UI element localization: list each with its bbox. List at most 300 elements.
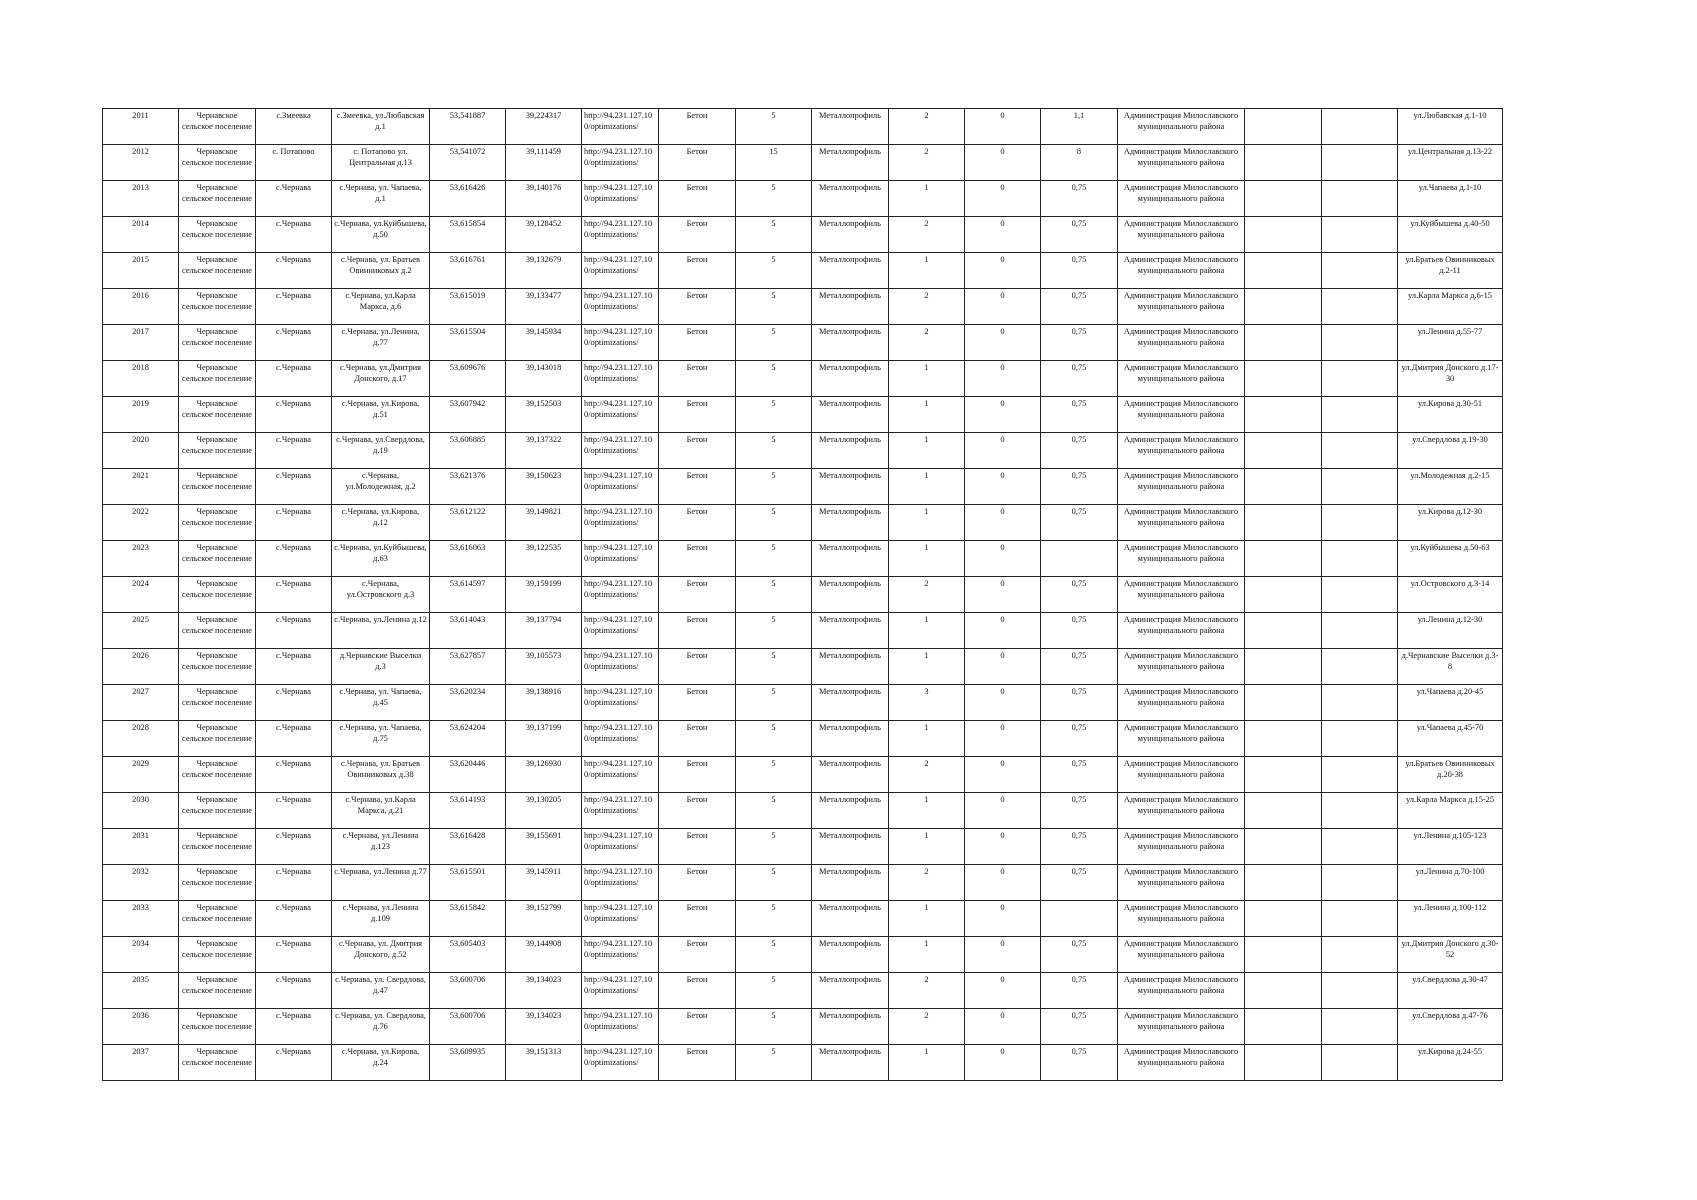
- settlement-cell: Чернавское сельское поселение: [179, 1045, 256, 1081]
- settlement-cell: Чернавское сельское поселение: [179, 1009, 256, 1045]
- locality-cell: с.Чернава: [256, 721, 332, 757]
- locality-cell: с.Чернава: [256, 973, 332, 1009]
- served-addresses-cell: ул.Ленина д.100-112: [1398, 901, 1503, 937]
- cover-material-cell: Металлопрофиль: [812, 325, 889, 361]
- empty-cell: [1245, 289, 1322, 325]
- owner-cell: Администрация Милославского муниципального района: [1118, 181, 1245, 217]
- cover-material-cell: Металлопрофиль: [812, 613, 889, 649]
- base-material-cell: Бетон: [659, 577, 736, 613]
- cover-material-cell: Металлопрофиль: [812, 181, 889, 217]
- empty-cell: [1322, 469, 1398, 505]
- map-link-cell: http://94.231.127.10 0/optimizations/: [582, 757, 659, 793]
- longitude-cell: 39,111459: [506, 145, 582, 181]
- longitude-cell: 39,134023: [506, 1009, 582, 1045]
- empty-cell: [1245, 253, 1322, 289]
- address-cell: с.Чернава, ул.Карла Маркса, д.6: [332, 289, 430, 325]
- area-cell: 5: [736, 397, 812, 433]
- secondary-count-cell: 0: [965, 505, 1041, 541]
- secondary-count-cell: 0: [965, 217, 1041, 253]
- cover-material-cell: Металлопрофиль: [812, 505, 889, 541]
- map-link-cell: http://94.231.127.10 0/optimizations/: [582, 577, 659, 613]
- address-cell: с.Чернава, ул. Чапаева, д.1: [332, 181, 430, 217]
- container-count-cell: 2: [889, 577, 965, 613]
- owner-cell: Администрация Милославского муниципального района: [1118, 217, 1245, 253]
- empty-cell: [1245, 721, 1322, 757]
- base-material-cell: Бетон: [659, 217, 736, 253]
- locality-cell: с.Чернава: [256, 577, 332, 613]
- container-count-cell: 3: [889, 685, 965, 721]
- address-cell: с.Чернава, ул. Дмитрия Донского, д.52: [332, 937, 430, 973]
- area-cell: 5: [736, 505, 812, 541]
- map-link-cell: http://94.231.127.10 0/optimizations/: [582, 865, 659, 901]
- empty-cell: [1322, 577, 1398, 613]
- owner-cell: Администрация Милославского муниципального района: [1118, 829, 1245, 865]
- secondary-count-cell: 0: [965, 685, 1041, 721]
- row-number-cell: 2034: [103, 937, 179, 973]
- longitude-cell: 39,144908: [506, 937, 582, 973]
- map-link-cell: http://94.231.127.10 0/optimizations/: [582, 1045, 659, 1081]
- container-volume-cell: 0,75: [1041, 505, 1118, 541]
- container-count-cell: 1: [889, 397, 965, 433]
- cover-material-cell: Металлопрофиль: [812, 865, 889, 901]
- row-number-cell: 2036: [103, 1009, 179, 1045]
- area-cell: 5: [736, 793, 812, 829]
- table-row: [103, 613, 1503, 649]
- container-count-cell: 2: [889, 757, 965, 793]
- served-addresses-cell: ул.Свердлова д.30-47: [1398, 973, 1503, 1009]
- container-count-cell: 1: [889, 721, 965, 757]
- row-number-cell: 2025: [103, 613, 179, 649]
- base-material-cell: Бетон: [659, 397, 736, 433]
- secondary-count-cell: 0: [965, 577, 1041, 613]
- cover-material-cell: Металлопрофиль: [812, 721, 889, 757]
- latitude-cell: 53,605403: [430, 937, 506, 973]
- longitude-cell: 39,134023: [506, 973, 582, 1009]
- table-row: [103, 217, 1503, 253]
- owner-cell: Администрация Милославского муниципального района: [1118, 793, 1245, 829]
- base-material-cell: Бетон: [659, 181, 736, 217]
- map-link-cell: http://94.231.127.10 0/optimizations/: [582, 793, 659, 829]
- table-row: [103, 361, 1503, 397]
- table-row: [103, 109, 1503, 145]
- longitude-cell: 39,151313: [506, 1045, 582, 1081]
- base-material-cell: Бетон: [659, 649, 736, 685]
- area-cell: 5: [736, 685, 812, 721]
- base-material-cell: Бетон: [659, 973, 736, 1009]
- latitude-cell: 53,612122: [430, 505, 506, 541]
- served-addresses-cell: ул.Карла Маркса д.6-15: [1398, 289, 1503, 325]
- container-volume-cell: 0,75: [1041, 937, 1118, 973]
- owner-cell: Администрация Милославского муниципального района: [1118, 901, 1245, 937]
- table-row: [103, 577, 1503, 613]
- secondary-count-cell: 0: [965, 469, 1041, 505]
- registry-table: [102, 108, 1503, 1081]
- empty-cell: [1322, 757, 1398, 793]
- secondary-count-cell: 0: [965, 541, 1041, 577]
- area-cell: 5: [736, 469, 812, 505]
- container-count-cell: 1: [889, 649, 965, 685]
- served-addresses-cell: ул.Карла Маркса д.15-25: [1398, 793, 1503, 829]
- table-row: [103, 145, 1503, 181]
- container-volume-cell: 0,75: [1041, 685, 1118, 721]
- cover-material-cell: Металлопрофиль: [812, 1009, 889, 1045]
- empty-cell: [1245, 217, 1322, 253]
- served-addresses-cell: ул.Кирова д.12-30: [1398, 505, 1503, 541]
- empty-cell: [1245, 505, 1322, 541]
- container-count-cell: 2: [889, 1009, 965, 1045]
- secondary-count-cell: 0: [965, 1009, 1041, 1045]
- row-number-cell: 2032: [103, 865, 179, 901]
- secondary-count-cell: 0: [965, 1045, 1041, 1081]
- container-count-cell: 2: [889, 109, 965, 145]
- owner-cell: Администрация Милославского муниципального района: [1118, 685, 1245, 721]
- row-number-cell: 2020: [103, 433, 179, 469]
- owner-cell: Администрация Милославского муниципального района: [1118, 649, 1245, 685]
- empty-cell: [1245, 685, 1322, 721]
- container-volume-cell: 0,75: [1041, 973, 1118, 1009]
- cover-material-cell: Металлопрофиль: [812, 793, 889, 829]
- served-addresses-cell: ул.Ленина д.70-100: [1398, 865, 1503, 901]
- owner-cell: Администрация Милославского муниципального района: [1118, 577, 1245, 613]
- empty-cell: [1245, 1009, 1322, 1045]
- empty-cell: [1322, 901, 1398, 937]
- area-cell: 5: [736, 973, 812, 1009]
- address-cell: с.Чернава, ул. Братьев Овинниковых д.2: [332, 253, 430, 289]
- empty-cell: [1245, 181, 1322, 217]
- row-number-cell: 2017: [103, 325, 179, 361]
- area-cell: 5: [736, 1009, 812, 1045]
- owner-cell: Администрация Милославского муниципального района: [1118, 1009, 1245, 1045]
- latitude-cell: 53,616428: [430, 829, 506, 865]
- owner-cell: Администрация Милославского муниципального района: [1118, 397, 1245, 433]
- container-count-cell: 2: [889, 145, 965, 181]
- base-material-cell: Бетон: [659, 613, 736, 649]
- secondary-count-cell: 0: [965, 181, 1041, 217]
- container-count-cell: 1: [889, 469, 965, 505]
- address-cell: с.Чернава, ул.Карла Маркса, д.21: [332, 793, 430, 829]
- empty-cell: [1322, 649, 1398, 685]
- empty-cell: [1322, 793, 1398, 829]
- row-number-cell: 2027: [103, 685, 179, 721]
- row-number-cell: 2037: [103, 1045, 179, 1081]
- empty-cell: [1322, 145, 1398, 181]
- area-cell: 5: [736, 181, 812, 217]
- secondary-count-cell: 0: [965, 145, 1041, 181]
- owner-cell: Администрация Милославского муниципального района: [1118, 469, 1245, 505]
- locality-cell: с.Чернава: [256, 829, 332, 865]
- base-material-cell: Бетон: [659, 505, 736, 541]
- locality-cell: с.Чернава: [256, 685, 332, 721]
- cover-material-cell: Металлопрофиль: [812, 577, 889, 613]
- container-volume-cell: 0,75: [1041, 433, 1118, 469]
- area-cell: 5: [736, 109, 812, 145]
- locality-cell: с.Чернава: [256, 217, 332, 253]
- served-addresses-cell: ул.Дмитрия Донского д.30-52: [1398, 937, 1503, 973]
- latitude-cell: 53,541887: [430, 109, 506, 145]
- settlement-cell: Чернавское сельское поселение: [179, 433, 256, 469]
- base-material-cell: Бетон: [659, 937, 736, 973]
- container-volume-cell: 0,75: [1041, 289, 1118, 325]
- latitude-cell: 53,615842: [430, 901, 506, 937]
- address-cell: с.Змеевка, ул.Любавская д.1: [332, 109, 430, 145]
- secondary-count-cell: 0: [965, 361, 1041, 397]
- base-material-cell: Бетон: [659, 433, 736, 469]
- address-cell: с.Чернава, ул.Ленина, д.77: [332, 325, 430, 361]
- container-count-cell: 1: [889, 793, 965, 829]
- map-link-cell: http://94.231.127.10 0/optimizations/: [582, 541, 659, 577]
- settlement-cell: Чернавское сельское поселение: [179, 757, 256, 793]
- address-cell: с.Чернава, ул.Островского д.3: [332, 577, 430, 613]
- longitude-cell: 39,149821: [506, 505, 582, 541]
- secondary-count-cell: 0: [965, 253, 1041, 289]
- map-link-cell: http://94.231.127.10 0/optimizations/: [582, 181, 659, 217]
- address-cell: с.Чернава, ул. Чапаева, д.75: [332, 721, 430, 757]
- base-material-cell: Бетон: [659, 469, 736, 505]
- settlement-cell: Чернавское сельское поселение: [179, 469, 256, 505]
- empty-cell: [1245, 937, 1322, 973]
- locality-cell: с.Чернава: [256, 181, 332, 217]
- address-cell: с.Чернава, ул. Братьев Овинниковых д.38: [332, 757, 430, 793]
- container-count-cell: 1: [889, 541, 965, 577]
- settlement-cell: Чернавское сельское поселение: [179, 793, 256, 829]
- cover-material-cell: Металлопрофиль: [812, 649, 889, 685]
- settlement-cell: Чернавское сельское поселение: [179, 253, 256, 289]
- container-volume-cell: 0,75: [1041, 1009, 1118, 1045]
- secondary-count-cell: 0: [965, 937, 1041, 973]
- longitude-cell: 39,137322: [506, 433, 582, 469]
- owner-cell: Администрация Милославского муниципального района: [1118, 973, 1245, 1009]
- table-row: [103, 829, 1503, 865]
- empty-cell: [1245, 361, 1322, 397]
- table-row: [103, 937, 1503, 973]
- secondary-count-cell: 0: [965, 793, 1041, 829]
- empty-cell: [1322, 253, 1398, 289]
- secondary-count-cell: 0: [965, 325, 1041, 361]
- empty-cell: [1245, 577, 1322, 613]
- served-addresses-cell: ул.Братьев Овинниковых д.20-38: [1398, 757, 1503, 793]
- map-link-cell: http://94.231.127.10 0/optimizations/: [582, 685, 659, 721]
- owner-cell: Администрация Милославского муниципального района: [1118, 433, 1245, 469]
- address-cell: с. Потапово ул. Центральная д.13: [332, 145, 430, 181]
- served-addresses-cell: ул.Молодежная д.2-15: [1398, 469, 1503, 505]
- secondary-count-cell: 0: [965, 397, 1041, 433]
- address-cell: с.Чернава, ул.Куйбышева, д.50: [332, 217, 430, 253]
- secondary-count-cell: 0: [965, 109, 1041, 145]
- cover-material-cell: Металлопрофиль: [812, 1045, 889, 1081]
- empty-cell: [1245, 433, 1322, 469]
- area-cell: 5: [736, 1045, 812, 1081]
- empty-cell: [1245, 541, 1322, 577]
- cover-material-cell: Металлопрофиль: [812, 217, 889, 253]
- base-material-cell: Бетон: [659, 685, 736, 721]
- owner-cell: Администрация Милославского муниципального района: [1118, 1045, 1245, 1081]
- served-addresses-cell: ул.Куйбышева д.50-63: [1398, 541, 1503, 577]
- table-row: [103, 397, 1503, 433]
- empty-cell: [1322, 289, 1398, 325]
- empty-cell: [1322, 865, 1398, 901]
- container-volume-cell: 8: [1041, 145, 1118, 181]
- map-link-cell: http://94.231.127.10 0/optimizations/: [582, 1009, 659, 1045]
- longitude-cell: 39,138916: [506, 685, 582, 721]
- longitude-cell: 39,145934: [506, 325, 582, 361]
- longitude-cell: 39,128452: [506, 217, 582, 253]
- cover-material-cell: Металлопрофиль: [812, 253, 889, 289]
- empty-cell: [1245, 613, 1322, 649]
- latitude-cell: 53,620446: [430, 757, 506, 793]
- container-count-cell: 1: [889, 829, 965, 865]
- container-count-cell: 1: [889, 1045, 965, 1081]
- row-number-cell: 2033: [103, 901, 179, 937]
- container-volume-cell: [1041, 901, 1118, 937]
- table-row: [103, 1045, 1503, 1081]
- served-addresses-cell: ул.Ленина д.55-77: [1398, 325, 1503, 361]
- served-addresses-cell: ул.Чапаева д.1-10: [1398, 181, 1503, 217]
- owner-cell: Администрация Милославского муниципального района: [1118, 289, 1245, 325]
- locality-cell: с.Чернава: [256, 397, 332, 433]
- table-row: [103, 541, 1503, 577]
- longitude-cell: 39,137199: [506, 721, 582, 757]
- served-addresses-cell: ул.Центральная д.13-22: [1398, 145, 1503, 181]
- map-link-cell: http://94.231.127.10 0/optimizations/: [582, 721, 659, 757]
- row-number-cell: 2028: [103, 721, 179, 757]
- base-material-cell: Бетон: [659, 145, 736, 181]
- settlement-cell: Чернавское сельское поселение: [179, 397, 256, 433]
- locality-cell: с.Чернава: [256, 757, 332, 793]
- base-material-cell: Бетон: [659, 541, 736, 577]
- empty-cell: [1245, 649, 1322, 685]
- served-addresses-cell: ул.Дмитрия Донского д.17-30: [1398, 361, 1503, 397]
- empty-cell: [1322, 541, 1398, 577]
- map-link-cell: http://94.231.127.10 0/optimizations/: [582, 289, 659, 325]
- longitude-cell: 39,224317: [506, 109, 582, 145]
- empty-cell: [1322, 217, 1398, 253]
- latitude-cell: 53,600706: [430, 1009, 506, 1045]
- row-number-cell: 2030: [103, 793, 179, 829]
- container-count-cell: 1: [889, 361, 965, 397]
- empty-cell: [1245, 793, 1322, 829]
- base-material-cell: Бетон: [659, 361, 736, 397]
- settlement-cell: Чернавское сельское поселение: [179, 901, 256, 937]
- table-row: [103, 721, 1503, 757]
- map-link-cell: http://94.231.127.10 0/optimizations/: [582, 973, 659, 1009]
- owner-cell: Администрация Милославского муниципального района: [1118, 937, 1245, 973]
- settlement-cell: Чернавское сельское поселение: [179, 145, 256, 181]
- cover-material-cell: Металлопрофиль: [812, 469, 889, 505]
- empty-cell: [1245, 109, 1322, 145]
- container-volume-cell: 0,75: [1041, 793, 1118, 829]
- address-cell: с.Чернава, ул.Кирова, д.24: [332, 1045, 430, 1081]
- locality-cell: с.Чернава: [256, 937, 332, 973]
- map-link-cell: http://94.231.127.10 0/optimizations/: [582, 145, 659, 181]
- table-row: [103, 469, 1503, 505]
- locality-cell: с.Чернава: [256, 469, 332, 505]
- served-addresses-cell: ул.Кирова д.24-55: [1398, 1045, 1503, 1081]
- area-cell: 5: [736, 937, 812, 973]
- settlement-cell: Чернавское сельское поселение: [179, 685, 256, 721]
- container-count-cell: 1: [889, 433, 965, 469]
- map-link-cell: http://94.231.127.10 0/optimizations/: [582, 361, 659, 397]
- cover-material-cell: Металлопрофиль: [812, 685, 889, 721]
- settlement-cell: Чернавское сельское поселение: [179, 721, 256, 757]
- secondary-count-cell: 0: [965, 973, 1041, 1009]
- locality-cell: с.Чернава: [256, 865, 332, 901]
- owner-cell: Администрация Милославского муниципального района: [1118, 865, 1245, 901]
- empty-cell: [1245, 829, 1322, 865]
- container-volume-cell: [1041, 541, 1118, 577]
- cover-material-cell: Металлопрофиль: [812, 361, 889, 397]
- empty-cell: [1245, 973, 1322, 1009]
- locality-cell: с.Змеевка: [256, 109, 332, 145]
- latitude-cell: 53,616063: [430, 541, 506, 577]
- settlement-cell: Чернавское сельское поселение: [179, 937, 256, 973]
- empty-cell: [1245, 145, 1322, 181]
- owner-cell: Администрация Милославского муниципального района: [1118, 109, 1245, 145]
- row-number-cell: 2023: [103, 541, 179, 577]
- settlement-cell: Чернавское сельское поселение: [179, 217, 256, 253]
- latitude-cell: 53,615854: [430, 217, 506, 253]
- row-number-cell: 2021: [103, 469, 179, 505]
- longitude-cell: 39,133477: [506, 289, 582, 325]
- empty-cell: [1322, 109, 1398, 145]
- latitude-cell: 53,616426: [430, 181, 506, 217]
- empty-cell: [1322, 397, 1398, 433]
- longitude-cell: 39,122535: [506, 541, 582, 577]
- settlement-cell: Чернавское сельское поселение: [179, 577, 256, 613]
- area-cell: 5: [736, 577, 812, 613]
- base-material-cell: Бетон: [659, 1009, 736, 1045]
- empty-cell: [1245, 397, 1322, 433]
- address-cell: с.Чернава, ул.Куйбышева, д.63: [332, 541, 430, 577]
- map-link-cell: http://94.231.127.10 0/optimizations/: [582, 217, 659, 253]
- address-cell: с.Чернава, ул.Ленина д.12: [332, 613, 430, 649]
- area-cell: 5: [736, 649, 812, 685]
- secondary-count-cell: 0: [965, 829, 1041, 865]
- longitude-cell: 39,137794: [506, 613, 582, 649]
- container-volume-cell: 0,75: [1041, 325, 1118, 361]
- cover-material-cell: Металлопрофиль: [812, 973, 889, 1009]
- latitude-cell: 53,615504: [430, 325, 506, 361]
- longitude-cell: 39,130205: [506, 793, 582, 829]
- row-number-cell: 2018: [103, 361, 179, 397]
- container-volume-cell: 0,75: [1041, 613, 1118, 649]
- secondary-count-cell: 0: [965, 433, 1041, 469]
- secondary-count-cell: 0: [965, 901, 1041, 937]
- empty-cell: [1322, 1045, 1398, 1081]
- table-row: [103, 289, 1503, 325]
- base-material-cell: Бетон: [659, 721, 736, 757]
- table-row: [103, 433, 1503, 469]
- served-addresses-cell: ул.Чапаева д.45-70: [1398, 721, 1503, 757]
- container-volume-cell: 0,75: [1041, 469, 1118, 505]
- base-material-cell: Бетон: [659, 757, 736, 793]
- table-row: [103, 325, 1503, 361]
- cover-material-cell: Металлопрофиль: [812, 289, 889, 325]
- area-cell: 5: [736, 325, 812, 361]
- settlement-cell: Чернавское сельское поселение: [179, 865, 256, 901]
- container-volume-cell: 0,75: [1041, 865, 1118, 901]
- area-cell: 5: [736, 721, 812, 757]
- latitude-cell: 53,609676: [430, 361, 506, 397]
- area-cell: 5: [736, 829, 812, 865]
- address-cell: с.Чернава, ул. Свердлова, д.47: [332, 973, 430, 1009]
- latitude-cell: 53,609935: [430, 1045, 506, 1081]
- settlement-cell: Чернавское сельское поселение: [179, 613, 256, 649]
- base-material-cell: Бетон: [659, 865, 736, 901]
- served-addresses-cell: ул.Свердлова д.47-76: [1398, 1009, 1503, 1045]
- empty-cell: [1245, 757, 1322, 793]
- locality-cell: с.Чернава: [256, 613, 332, 649]
- empty-cell: [1322, 325, 1398, 361]
